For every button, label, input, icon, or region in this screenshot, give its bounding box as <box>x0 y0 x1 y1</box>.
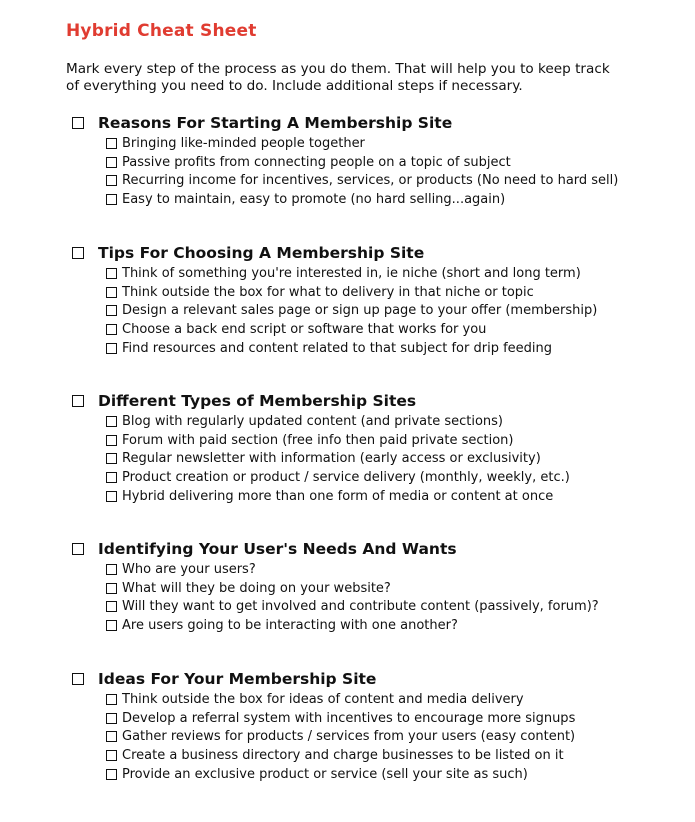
checklist-item <box>106 264 672 283</box>
item-checkbox[interactable] <box>106 564 117 575</box>
checklist-item <box>106 450 672 469</box>
item-label: Product creation or product / service delivery (monthly, weekly, etc.) <box>122 470 570 486</box>
checklist-item <box>106 616 672 635</box>
item-label: Design a relevant sales page or sign up page to your offer (membership) <box>122 303 598 319</box>
checklist-item <box>106 283 672 302</box>
section-checkbox[interactable] <box>72 117 84 129</box>
item-checkbox[interactable] <box>106 750 117 761</box>
checklist-item <box>106 339 672 358</box>
checklist-item <box>106 302 672 321</box>
intro-line-1: Mark every step of the process as you do them. That will help you to keep track <box>66 61 610 77</box>
checklist-item <box>106 412 672 431</box>
checklist-item <box>106 172 672 191</box>
item-label: Passive profits from connecting people on a topic of subject <box>122 154 511 170</box>
section-header <box>72 668 672 690</box>
item-label: Create a business directory and charge businesses to be listed on it <box>122 748 564 764</box>
checklist-item <box>106 153 672 172</box>
item-checkbox[interactable] <box>106 731 117 742</box>
checklist-item <box>106 690 672 709</box>
section-title: Ideas For Your Membership Site <box>98 670 377 688</box>
intro-line-2: of everything you need to do. Include additional steps if necessary. <box>66 78 523 94</box>
item-label: Recurring income for incentives, services, or products (No need to hard sell) <box>122 173 619 189</box>
item-checkbox[interactable] <box>106 324 117 335</box>
item-label: Bringing like-minded people together <box>122 135 365 151</box>
item-checkbox[interactable] <box>106 268 117 279</box>
item-checkbox[interactable] <box>106 343 117 354</box>
item-label: Think of something you're interested in, ie niche (short and long term) <box>122 265 581 281</box>
intro-text <box>66 61 666 95</box>
checklist-item <box>106 709 672 728</box>
section-user-needs <box>72 538 672 635</box>
item-checkbox[interactable] <box>106 287 117 298</box>
item-checkbox[interactable] <box>106 601 117 612</box>
item-label: Are users going to be interacting with one another? <box>122 618 458 634</box>
checklist <box>106 412 672 506</box>
item-label: Gather reviews for products / services from your users (easy content) <box>122 729 576 745</box>
checklist <box>106 264 672 358</box>
item-checkbox[interactable] <box>106 713 117 724</box>
item-label: Develop a referral system with incentives to encourage more signups <box>122 710 576 726</box>
item-checkbox[interactable] <box>106 305 117 316</box>
checklist-item <box>106 487 672 506</box>
checklist <box>106 134 672 209</box>
section-title: Identifying Your User's Needs And Wants <box>98 540 457 558</box>
item-label: Who are your users? <box>122 561 256 577</box>
checklist-item <box>106 598 672 617</box>
checklist <box>106 690 672 784</box>
checklist-item <box>106 746 672 765</box>
item-checkbox[interactable] <box>106 694 117 705</box>
item-checkbox[interactable] <box>106 491 117 502</box>
checklist-item <box>106 431 672 450</box>
section-checkbox[interactable] <box>72 543 84 555</box>
item-label: Find resources and content related to that subject for drip feeding <box>122 341 553 357</box>
section-title: Reasons For Starting A Membership Site <box>98 114 453 132</box>
section-ideas <box>72 668 672 784</box>
checklist-item <box>106 579 672 598</box>
section-types <box>72 390 672 506</box>
item-checkbox[interactable] <box>106 416 117 427</box>
item-label: Will they want to get involved and contribute content (passively, forum)? <box>122 599 599 615</box>
section-title: Different Types of Membership Sites <box>98 392 417 410</box>
item-checkbox[interactable] <box>106 583 117 594</box>
section-tips <box>72 242 672 358</box>
checklist-item <box>106 134 672 153</box>
item-label: Think outside the box for ideas of content and media delivery <box>122 691 524 707</box>
section-header <box>72 390 672 412</box>
checklist-item <box>106 190 672 209</box>
section-header <box>72 112 672 134</box>
section-header <box>72 538 672 560</box>
item-label: Forum with paid section (free info then paid private section) <box>122 432 514 448</box>
checklist-item <box>106 468 672 487</box>
section-header <box>72 242 672 264</box>
item-label: Regular newsletter with information (early access or exclusivity) <box>122 451 541 467</box>
section-title: Tips For Choosing A Membership Site <box>98 244 425 262</box>
section-reasons <box>72 112 672 209</box>
checklist-item <box>106 728 672 747</box>
item-checkbox[interactable] <box>106 194 117 205</box>
item-checkbox[interactable] <box>106 769 117 780</box>
checklist <box>106 560 672 635</box>
item-checkbox[interactable] <box>106 435 117 446</box>
checklist-item <box>106 320 672 339</box>
page-title: Hybrid Cheat Sheet <box>66 21 257 41</box>
checklist-item <box>106 560 672 579</box>
item-label: What will they be doing on your website? <box>122 580 391 596</box>
item-checkbox[interactable] <box>106 453 117 464</box>
item-checkbox[interactable] <box>106 175 117 186</box>
item-label: Blog with regularly updated content (and private sections) <box>122 413 504 429</box>
section-checkbox[interactable] <box>72 395 84 407</box>
item-label: Provide an exclusive product or service (sell your site as such) <box>122 767 528 783</box>
item-checkbox[interactable] <box>106 157 117 168</box>
item-checkbox[interactable] <box>106 620 117 631</box>
section-checkbox[interactable] <box>72 247 84 259</box>
item-label: Choose a back end script or software that works for you <box>122 322 487 338</box>
section-checkbox[interactable] <box>72 673 84 685</box>
item-checkbox[interactable] <box>106 138 117 149</box>
item-label: Hybrid delivering more than one form of media or content at once <box>122 489 554 505</box>
item-label: Think outside the box for what to delivery in that niche or topic <box>122 284 534 300</box>
item-checkbox[interactable] <box>106 472 117 483</box>
checklist-item <box>106 765 672 784</box>
item-label: Easy to maintain, easy to promote (no hard selling...again) <box>122 192 506 208</box>
